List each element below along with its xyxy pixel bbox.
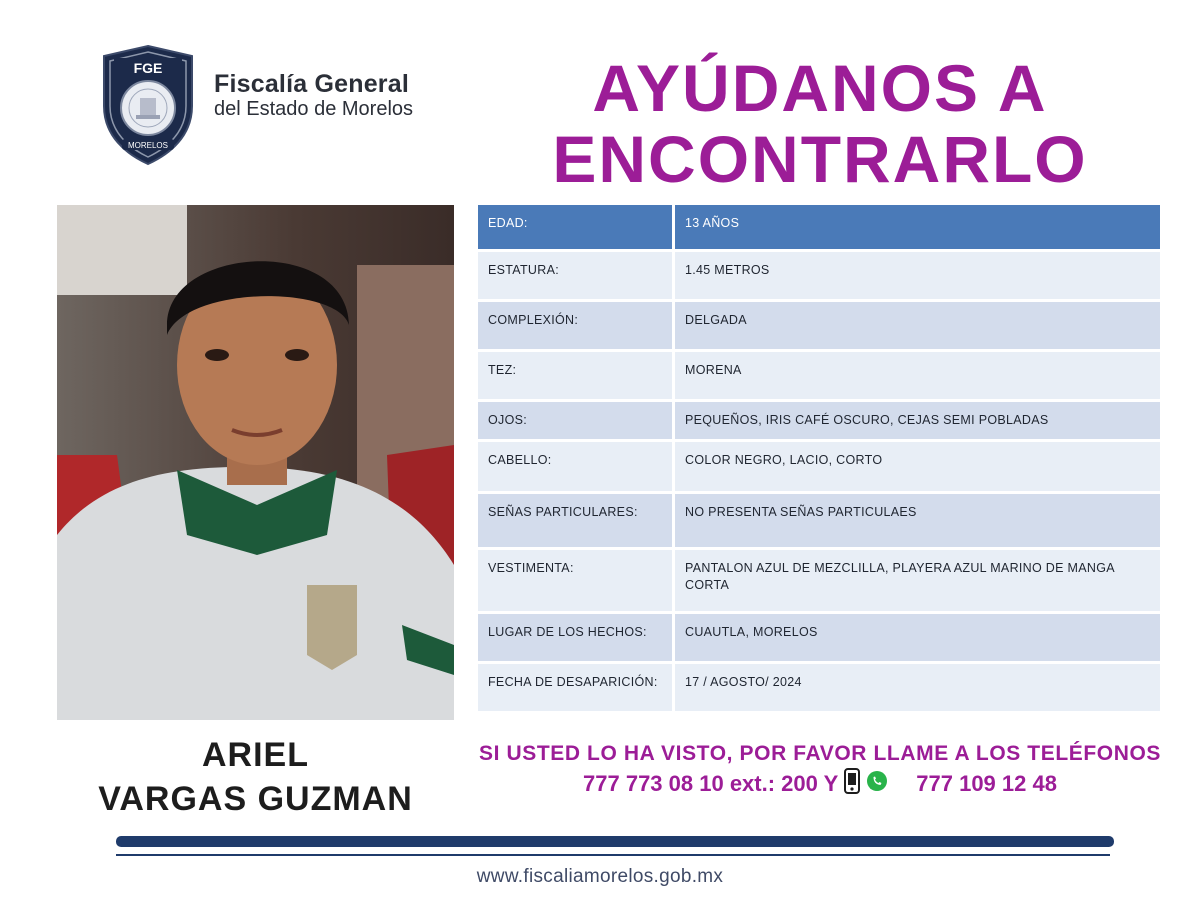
footer-divider	[116, 854, 1110, 856]
detail-label: LUGAR DE LOS HECHOS:	[478, 614, 675, 661]
detail-label: SEÑAS PARTICULARES:	[478, 494, 675, 547]
fge-logo	[100, 44, 196, 166]
details-table	[478, 205, 1160, 714]
table-row	[478, 302, 1160, 352]
table-row	[478, 664, 1160, 714]
detail-label: FECHA DE DESAPARICIÓN:	[478, 664, 675, 711]
phone-number-1: 777 773 08 10 ext.: 200 Y	[583, 771, 839, 796]
headline-line-2: ENCONTRARLO	[552, 122, 1088, 196]
detail-label: TEZ:	[478, 352, 675, 399]
detail-value: NO PRESENTA SEÑAS PARTICULAES	[685, 505, 917, 519]
detail-label: EDAD:	[478, 205, 675, 249]
call-to-action: SI USTED LO HA VISTO, POR FAVOR LLAME A LOS TELÉFONOS	[478, 742, 1162, 765]
detail-value: PANTALON AZUL DE MEZCLILLA, PLAYERA AZUL MARINO DE MANGA CORTA	[685, 561, 1115, 592]
table-row	[478, 550, 1160, 614]
detail-value: 1.45 METROS	[685, 263, 770, 277]
whatsapp-icon	[866, 770, 888, 798]
org-subtitle: del Estado de Morelos	[214, 98, 414, 120]
table-row	[478, 402, 1160, 442]
table-row	[478, 205, 1160, 252]
detail-label: ESTATURA:	[478, 252, 675, 299]
website-link[interactable]: www.fiscaliamorelos.gob.mx	[476, 866, 724, 887]
org-title: Fiscalía General	[214, 70, 409, 98]
detail-label: OJOS:	[478, 402, 675, 439]
table-row	[478, 352, 1160, 402]
detail-value: CUAUTLA, MORELOS	[685, 625, 818, 639]
table-row	[478, 614, 1160, 664]
detail-value: 17 / AGOSTO/ 2024	[685, 675, 802, 689]
logo-label: FGE	[133, 60, 163, 76]
footer-bar	[116, 836, 1114, 847]
phone-number-2: 777 109 12 48	[916, 771, 1057, 796]
table-row	[478, 252, 1160, 302]
logo-bottom-label: MORELOS	[127, 141, 169, 150]
detail-label: VESTIMENTA:	[478, 550, 675, 611]
missing-person-photo	[57, 205, 454, 720]
headline-line-1: AYÚDANOS A	[592, 51, 1048, 125]
detail-value: DELGADA	[685, 313, 747, 327]
detail-value: MORENA	[685, 363, 742, 377]
detail-value: PEQUEÑOS, IRIS CAFÉ OSCURO, CEJAS SEMI POBLADAS	[685, 413, 1049, 427]
detail-value: 13 AÑOS	[685, 216, 740, 230]
person-first-name: ARIEL	[202, 736, 309, 774]
phone-numbers	[470, 768, 1170, 800]
person-last-names: VARGAS GUZMAN	[98, 780, 413, 818]
table-row	[478, 442, 1160, 494]
detail-label: COMPLEXIÓN:	[478, 302, 675, 349]
detail-value: COLOR NEGRO, LACIO, CORTO	[685, 453, 883, 467]
phone-icon	[844, 768, 860, 800]
table-row	[478, 494, 1160, 550]
detail-label: CABELLO:	[478, 442, 675, 491]
